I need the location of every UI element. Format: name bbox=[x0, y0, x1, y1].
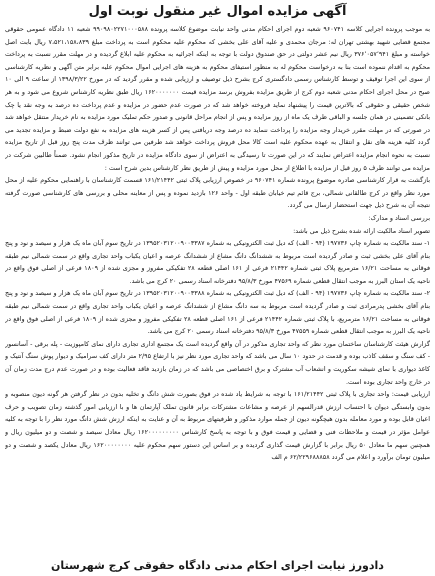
paragraph-expert-report: گزارش هیئت کارشناسان ساختمان مورد نظر که واحد تجاری مذکور در آن واقع گردیده است یک مجتمع اداری تجاری دارای نمای کامپوزیت - پله برقی - آسانسور - کف سنگ و سقف کاذب بوده و قدمت در حدود ۱۰ سال می باشد که واحد تجاری مورد نظر نیز با ارتفاع ۲/۹۵ متر دارای کف سرامیک و دیوار پوش سنگ آنتیک و کاغذ دیواری با نمای شیشه سکوریت و انشعاب آب مشترک و برق اختصاصی می باشد که در زمان بازدید فاقد فعالیت بوده و در صورت عدم درج مدت زمان آن در خارج واحد تجاری بوده است. bbox=[5, 339, 430, 386]
paragraph-deed-1: ۱- سند مالکیت به شماره چاپ ۱۹۷۷۳۶ (۹۴ - الف) که دیل ثبت الکترونیکی به شماره ۱۳۹۵۲۰۳۱۲۰۰۹۰۰۳۳۸۷ در تاریخ سوم آبان ماه یک هزار و سیصد و نود و پنج بنام آقای علی بخشی ثبت و صادر گردیده است مربوط به ششدانگ دانگ مشاع از ششدانگ عرصه و اعیان یکباب واحد تجاری واقع در سمت شمالی نیم طبقه فوقانی به مساحت ۱۶/۲۱ مترمربع پلاک ثبتی شماره ۲۱۴۴۲ فرعی از ۱۶۱ اصلی قطعه ۲۸ تفکیکی مفروز و مجزی شده از ۱۸۰۹ فرعی از اصلی فوق واقع در ناحیه یک استان البرز به موجب انتقال قطعی شماره ۴۷۵۶۹ مورخ ۹۵/۸/۳ دفترخانه اسناد رسمی ۲۰ کرج می باشد. bbox=[5, 239, 430, 285]
paragraph-expert-return: بازگشت به قرار کارشناسی صادره موضوع پرونده شماره ۹۶۰۷۴۱ در خصوص ارزیابی پلاک ثبتی ۱۶۱/۲۱۴۴۲ قسمت کارشناسان با راهنمایی محکوم علیه از محل مورد نظر واقع در کرج طالقانی شمالی، برج قائم تیم خیابان طبقه اول - واحد ۱۲۶ بازدید نموده و پس از معاینه محلی و بررسی های کارشناسی صورت گرفته نتیجه آن به شرح ذیل جهت استحضار ارسال می گردد. bbox=[5, 176, 430, 210]
signature-line: دادورز نیابت اجرای احکام مدنی دادگاه حقوقی کرج شهرستان bbox=[51, 559, 384, 572]
document-title: آگهی مزایده اموال غیر منقول نوبت اول bbox=[88, 4, 347, 19]
paragraph-documents-heading: بررسی اسناد و مدارک: bbox=[368, 213, 430, 222]
paragraph-deed-2: ۲- سند مالکیت به شماره چاپ ۱۹۷۷۳۶ (۹۴ - الف) که دیل ثبت الکترونیکی به شماره ۱۳۹۵۲۰۳۱۲۰۰۹۰۰۳۳۸۸ در تاریخ سوم آبان ماه یک هزار و سیصد و نود و پنج بنام آقای بخشی پدرمرادی ثبت و صادر گردیده است مربوط به سه دانگ مشاع از ششدانگ عرصه و اعیان یکباب واحد تجاری واقع در سمت شمالی نیم طبقه فوقانی به مساحت ۱۶/۲۱ مترمربع، با پلاک ثبتی شماره ۲۱۴۴۲ فرعی از ۱۶۱ اصلی قطعه ۲۸ تفکیکی مفروز و مجزی شده از ۱۸۰۹ فرعی از اصلی فوق واقع در ناحیه یک البرز به موجب انتقال قطعی شماره ۴۷۵۵۹ مورخ ۹۵/۸/۳ دفترخانه اسناد رسمی ۲۰ کرج می باشد. bbox=[5, 289, 430, 336]
paragraph-documents-intro: تصویر اسناد مالکیت ارائه شده بشرح ذیل می باشد: bbox=[293, 226, 430, 235]
paragraph-intro: به موجب پرونده اجرایی کلاسه ۹۶۰۷۴۱ شعبه دوم اجرای احکام مدنی واحد نیابت موضوع کلاسه پرونده ۹۹۰۹۸۰۲۲۷۱۰۰۰۵۸۸ شعبه ۱۱ دادگاه عمومی حقوقی مجتمع قضایی شهید بهشتی تهران له: مرجان محمدی و علیه آقای علی بخشی که محکوم علیه محکوم است به پرداخت مبلغ ۷،۵۲۱،۱۵۸،۸۳۹ ریال بابت اصل خواسته و مبلغ ۳۷۶٬۰۵۷٬۹۴۱ ریال نیم عشر دولتی در حق صندوق دولت با توجه به اینکه اجرائیه به محکوم علیه ابلاغ گردیده و در مهلت مقرر نسبت به پرداخت محکوم به اقدام ننموده است بنا به درخواست محکوم له به منظور استیفای محکوم به هزینه های اجرایی اموال محکوم علیه برابر متن آگهی و نظریه کارشناسی از سوی این اجرا توقیف و توسط کارشناس رسمی دادگستری کرج بشرح ذیل توصیف و ارزیابی شده و مقرر گردید که در مورخ ۱۳۹۸/۳/۲۲ از ساعت ۹ الی ۱۰ صبح در محل اجرای احکام مدنی شعبه دوم کرج از طریق مزایده بفروش برسد مزایده قیمت ۱۶۲۰۰۰۰۰۰۰ ریال طبق نظریه کارشناس شروع می شود و به هر شخص حقیقی و حقوقی که بالاترین قیمت را پیشنهاد نماید فروخته خواهد شد که در صورت عدم حضور در مزایده و عدم پرداخت ده درصد به وجه نقد یا چک بانکی تضمینی در همان جلسه و الباقی ظرف یک ماه از روز مزایده و پس از انجام مراحل قانونی و صدور حکم تملیک مورد مزایده به نام خریدار منتقل خواهد شد در صورتی که در مهلت مقرر خریدار وجه مزایده را پرداخت ننماید ده درصد وجه دریافتی پس از کسر هزینه های مزایده به نفع دولت ضبط و مزایده تجدید می گردد کلیه هزینه های نقل و انتقال به عهده محکوم علیه است کالا محل فروش پرداخت خواهد شد طرفین می توانند ظرف مدت پنج روز قبل از تاریخ مزایده نسبت به نحوه انجام مزایده اعتراض نمایند که در این صورت تا رسیدگی به اعتراض از سوی دادگاه مزایده در تاریخ مذکور انجام نشود. ضمناً طالبین شرکت در مزایده می توانند ظرف ۵ روز قبل از مزایده با اطلاع از محل مورد مزایده و پیش از طریق نظر کارشناس بدین شرح است : bbox=[5, 25, 430, 172]
paragraph-valuation: ارزیابی قیمت: واحد تجاری با پلاک ثبتی ۱۶۱/۲۱۴۴۲ با توجه به شرایط یاد شده در فوق بصورت شش دانگ و تخلیه بدون در نظر گرفتن هر گونه دیون منصوبه و بدون وابستگی دیوان با احتساب ارزش قدرالسهم از عرصه و مشاعات مشترکات برابر قانون تملک آپارتمان ها و با ارزیابی امور گذشته زمان تصویب و حرف اعیان قابل بوده و مورد معامله بدون هیچگونه دیون از جمله موارد مذکور و ظرفیتهای مربوط به آن و عنایت به اینکه ارزش شش دانگ مورد نظر را با توجه به کلیه عوامل مؤثر در قیمت و ملاحظات فنی و قضایی و قیمت فوق و با توجه به پاسخ کارشناس ۱۶۲۰۰۰۰۰۰۰۰۰ ریال معادل سیصد و شصت و دو میلیون ریال و همچنین سهم ما معادل ۵۰ ریال برابر با گزارش قیمت گذاری گردیده و بر اساس این دستور سهم محکوم علیه ۱۶۲۰۰۰۰۰۰۰۰ ریال معادل یکصد و شصت و دو میلیون تومان برآورد و اعلام می گردد ۶۲/۲۲۹۶۸۸۸۵۸ م الف bbox=[5, 390, 430, 462]
document-body bbox=[5, 23, 430, 464]
